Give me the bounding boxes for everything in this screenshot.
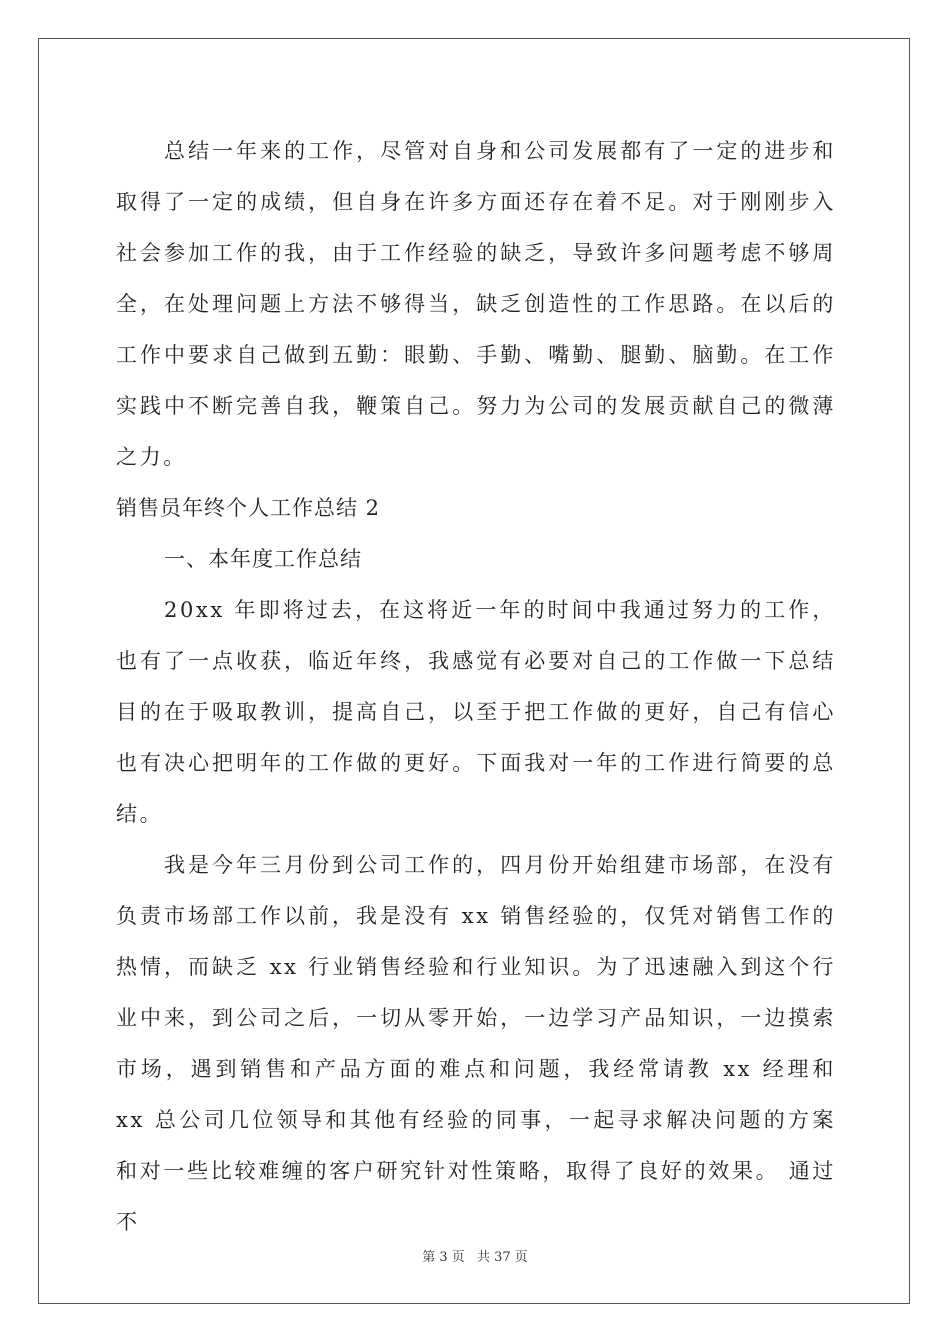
paragraph-experience: 我是今年三月份到公司工作的，四月份开始组建市场部，在没有负责市场部工作以前，我是没有 xx 销售经验的，仅凭对销售工作的热情，而缺乏 xx 行业销售经验和行业知识。为了迅速融入到这个行业中来，到公司之后，一切从零开始，一边学习产品知识，一边摸索市场，遇到销售和产品方面的难点和问题，我经常请教 xx 经理和 xx 总公司几位领导和其他有经验的同事，一起寻求解决问题的方案和对一些比较难缠的客户研究针对性策略，取得了良好的效果。 通过不 [116, 853, 836, 1234]
paragraph-intro: 20xx 年即将过去，在这将近一年的时间中我通过努力的工作，也有了一点收获，临近年终，我感觉有必要对自己的工作做一下总结目的在于吸取教训，提高自己，以至于把工作做的更好，自己有信心也有决心把明年的工作做的更好。下面我对一年的工作进行简要的总结。 [116, 598, 836, 826]
document-body [116, 126, 836, 1248]
page-number: 第 3 页 [422, 1250, 465, 1265]
page-footer [0, 1246, 950, 1265]
page-total: 共 37 页 [476, 1250, 528, 1265]
paragraph-summary: 总结一年来的工作，尽管对自身和公司发展都有了一定的进步和取得了一定的成绩，但自身在许多方面还存在着不足。对于刚刚步入社会参加工作的我，由于工作经验的缺乏，导致许多问题考虑不够周全，在处理问题上方法不够得当，缺乏创造性的工作思路。在以后的工作中要求自己做到五勤：眼勤、手勤、嘴勤、腿勤、脑勤。在工作实践中不断完善自我，鞭策自己。努力为公司的发展贡献自己的微薄之力。 [116, 139, 836, 469]
document-subtitle: 销售员年终个人工作总结 2 [116, 496, 381, 520]
section-heading: 一、本年度工作总结 [164, 547, 362, 571]
